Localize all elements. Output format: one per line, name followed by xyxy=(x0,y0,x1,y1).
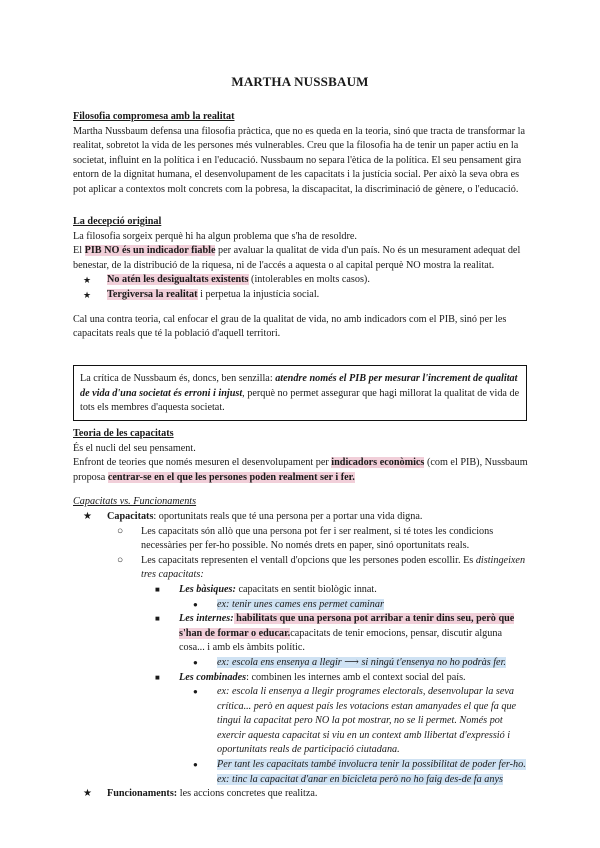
text-run: capacitats en sentit biològic innat. xyxy=(235,583,377,595)
paragraph xyxy=(73,244,529,273)
text-run: , perquè no permet assegurar que hagi millorat la qualitat de vida de tots els membres d'aquesta societat. xyxy=(80,387,520,414)
text-run: El xyxy=(73,245,85,257)
text-run: Enfront de teories que només mesuren el desenvolupament per xyxy=(73,457,332,469)
star-bullet-icon: ★ xyxy=(83,788,93,800)
highlight: Tergiversa la realitat xyxy=(107,288,198,300)
term: Funcionaments: xyxy=(107,788,178,800)
term: Les internes: xyxy=(179,613,234,625)
list-item xyxy=(73,288,529,303)
section-philosophy xyxy=(73,110,529,198)
section-heading: Teoria de les capacitats xyxy=(73,428,174,439)
section-heading: Filosofia compromesa amb la realitat xyxy=(73,111,235,122)
example: ex: tinc la capacitat d'anar en bicicleta però no ho faig des-de fa anys xyxy=(217,773,503,785)
section-heading: La decepció original xyxy=(73,216,162,227)
list-item-example xyxy=(193,758,529,787)
emphasis: atendre només el PIB per mesurar l'increment de qualitat de vida d'una societat és erroni i injust xyxy=(80,373,518,399)
paragraph: És el nucli del seu pensament. xyxy=(73,442,196,454)
paragraph: Martha Nussbaum defensa una filosofia pràctica, que no es queda en la teoria, sinó que tracta de transformar la realitat, sobretot la vida de les persones més vulnerables. Creu que la filosofia ha de tenir un paper actiu en la societat, influint en la política i en l'educació. Nussbaum no separa l'ètica de la política. El seu pensament gira entorn de la dignitat humana, el desenvolupament de les capacitats i la justícia social. Per això la seva obra es pot aplicar a contextos molt concrets com la pobresa, la discapacitat, la discriminació de gènere, o l'educació. xyxy=(73,125,526,195)
text-run: Les capacitats són allò que una persona pot fer i ser realment, si té totes les condicions necessàries per fer-ho possible. No només drets en paper, sinó oportunitats reals. xyxy=(141,525,494,552)
list-item-funcionaments xyxy=(83,787,529,802)
circle-bullet-icon: ○ xyxy=(117,525,124,537)
text-run: Les capacitats representen el ventall d'opcions que les persones poden escollir. Es xyxy=(141,554,476,566)
text-run: per avaluar la qualitat de vida d'un país. No és un mesurament adequat del benestar, de la distribució de la riquesa, ni de l'accés a aquesta o al capital perquè NO mostra la realitat. xyxy=(73,245,521,271)
example: ex: escola li ensenya a llegir programes electorals, desenvolupar la seva crítica... però en aquest país les votacions estan amanyades el que fa que tingui la capacitat pero NO la pot mostrar, no se li permet. Només pot exercir aquesta capacitat si viu en un context amb llibertat d'expressió i oportunitats reals de participació ciutadana. xyxy=(217,686,517,756)
list-item-example xyxy=(193,656,529,671)
section-capabilities-theory xyxy=(73,427,529,802)
text-run: La crítica de Nussbaum és, doncs, ben senzilla: xyxy=(80,373,276,384)
critique-box xyxy=(73,365,527,421)
highlight: indicadors econòmics xyxy=(331,457,425,469)
list-item xyxy=(73,273,529,288)
text-run: les accions concretes que realitza. xyxy=(177,788,318,800)
paragraph: Cal una contra teoria, cal enfocar el grau de la qualitat de vida, no amb indicadors com el PIB, sinó per les capacitats reals que té la població d'aquell territori. xyxy=(73,313,507,340)
list-item-capacitats xyxy=(83,510,529,525)
star-bullet-icon: ★ xyxy=(83,289,92,300)
paragraph: La filosofia sorgeix perquè hi ha algun problema que s'ha de resoldre. xyxy=(73,230,357,242)
highlight: No atén les desigualtats existents xyxy=(107,274,249,286)
star-bullet-icon: ★ xyxy=(83,510,93,522)
dot-bullet-icon: ● xyxy=(193,760,198,770)
list-item xyxy=(117,525,529,554)
text-run: capacitats de tenir emocions, pensar, discutir alguna cosa... i amb els àmbits polític. xyxy=(179,627,502,654)
text-run: distingeixen tres capacitats: xyxy=(141,554,526,581)
dot-bullet-icon: ● xyxy=(193,687,198,697)
square-bullet-icon: ■ xyxy=(155,614,160,624)
list-item-internes xyxy=(155,612,529,656)
example: ex: escola ens ensenya a llegir ⟶ si ningú t'ensenya no ho podràs fer. xyxy=(217,656,506,668)
sub-heading: Capacitats vs. Funcionaments xyxy=(73,496,197,508)
paragraph xyxy=(73,456,529,485)
square-bullet-icon: ■ xyxy=(155,584,160,594)
highlight: habilitats que una persona pot arribar a tenir dins seu, però que s'han de formar o educar. xyxy=(179,613,515,639)
highlight: PIB NO és un indicador fiable xyxy=(84,245,216,257)
list-item-combinades xyxy=(155,671,529,686)
example: ex: tenir unes cames ens permet caminar xyxy=(217,598,384,610)
list-item-example xyxy=(193,598,529,613)
list-item-basiques xyxy=(155,583,529,598)
square-bullet-icon: ■ xyxy=(155,672,160,682)
star-bullet-icon: ★ xyxy=(83,275,92,286)
highlight: centrar-se en el que les persones poden realment ser i fer. xyxy=(107,471,355,483)
document-title: MARTHA NUSSBAUM xyxy=(231,74,369,89)
list-item-example xyxy=(193,685,529,758)
text-run: (com el PIB), Nussbaum proposa xyxy=(73,457,528,483)
text-run: : oportunitats reals que té una persona per a portar una vida digna. xyxy=(153,510,423,522)
section-original-deception xyxy=(73,215,529,342)
text-run: (intolerables en molts casos). xyxy=(248,274,370,286)
term: Capacitats xyxy=(107,510,154,522)
text-run: i perpetua la injustícia social. xyxy=(197,288,320,300)
term: Les bàsiques: xyxy=(179,583,236,595)
dot-bullet-icon: ● xyxy=(193,657,198,667)
text-run: : combinen les internes amb el context social del país. xyxy=(246,671,466,683)
example: Per tant les capacitats també involucra tenir la possibilitat de poder fer-ho. xyxy=(217,759,526,771)
circle-bullet-icon: ○ xyxy=(117,554,124,566)
list-item xyxy=(117,554,529,583)
term: Les combinades xyxy=(179,671,247,683)
dot-bullet-icon: ● xyxy=(193,599,198,609)
